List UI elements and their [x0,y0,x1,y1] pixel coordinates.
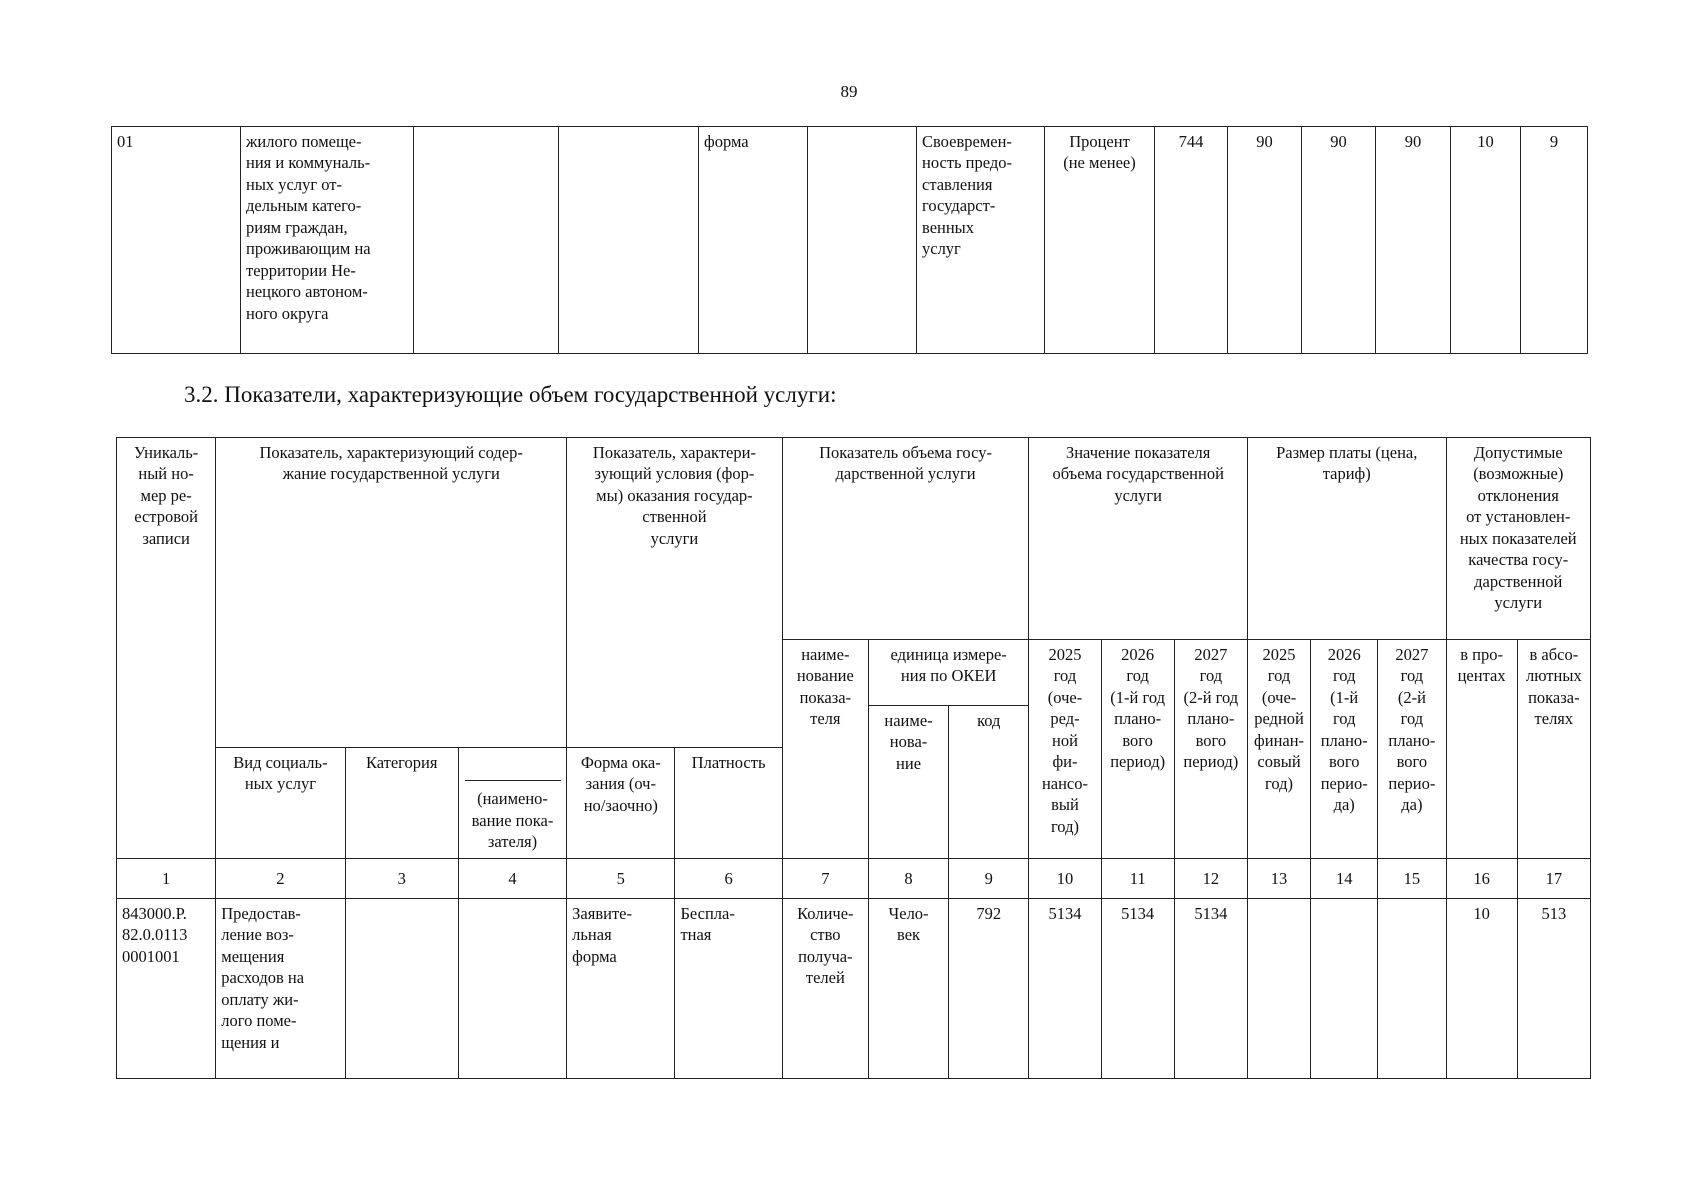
header-deviation-percent: в про- центах [1446,640,1517,859]
okei-code-cell: 744 [1155,127,1228,354]
value-2026-cell: 90 [1302,127,1376,354]
column-number: 14 [1311,859,1378,899]
column-number: 6 [675,859,782,899]
column-number-row [117,859,1591,899]
fee-2027-cell [1378,899,1446,1079]
deviation-absolute-cell: 9 [1521,127,1588,354]
header-fee: Размер платы (цена, тариф) [1247,438,1446,640]
unit-cell: Процент (не менее) [1045,127,1155,354]
indicator-name-cell: Своевремен- ность предо- ставления государст- венных услуг [917,127,1045,354]
header-okei-code: код [949,706,1029,859]
okei-code-cell: 792 [949,899,1029,1079]
column-number: 15 [1378,859,1446,899]
header-fee-2027: 2027 год (2-й год плано- вого перио- да) [1378,640,1446,859]
value-2025-cell: 90 [1228,127,1302,354]
header-deviation-absolute: в абсо- лютных показа- телях [1517,640,1590,859]
value-2025-cell: 5134 [1029,899,1101,1079]
column-number: 12 [1174,859,1247,899]
fee-2026-cell [1311,899,1378,1079]
blank-underline [465,780,561,781]
value-2027-cell: 90 [1376,127,1451,354]
value-2027-cell: 5134 [1174,899,1247,1079]
volume-indicators-table [116,437,1591,1079]
header-conditions-indicator: Показатель, характери- зующий условия (фор- мы) оказания государ- ственной услуги [567,438,783,748]
header-volume-indicator: Показатель объема госу- дарственной услуги [782,438,1029,640]
value-2026-cell: 5134 [1101,899,1174,1079]
okei-name-cell: Чело- век [868,899,948,1079]
empty-cell [414,127,559,354]
header-payment: Платность [675,748,782,859]
service-content-cell: жилого помеще- ния и коммуналь- ных услуг от- дельным катего- риям граждан, проживающим на территории Не- нецкого автоном- ного округа [241,127,414,354]
header-fee-2026: 2026 год (1-й год плано- вого перио- да) [1311,640,1378,859]
column-number: 11 [1101,859,1174,899]
volume-indicator-name-cell: Количе- ство получа- телей [782,899,868,1079]
header-unique-number: Уникаль- ный но- мер ре- естровой записи [117,438,216,859]
header-allowed-deviations: Допустимые (возможные) отклонения от установлен- ных показателей качества госу- дарственной услуги [1446,438,1591,640]
table-row [112,127,1588,354]
header-service-form: Форма ока- зания (оч- но/заочно) [567,748,675,859]
registry-code-cell: 843000.Р. 82.0.0113 0001001 [117,899,216,1079]
header-value-2027: 2027 год (2-й год плано- вого период) [1174,640,1247,859]
column-number: 13 [1247,859,1310,899]
form-cell: форма [699,127,808,354]
registry-code-cell: 01 [112,127,241,354]
deviation-percent-cell: 10 [1451,127,1521,354]
header-okei-name: наиме- нова- ние [868,706,948,859]
column-number: 16 [1446,859,1517,899]
payment-cell: Беспла- тная [675,899,782,1079]
header-category: Категория [345,748,458,859]
social-service-type-cell: Предостав- ление воз- мещения расходов на оплату жи- лого поме- щения и [216,899,345,1079]
category-cell [345,899,458,1079]
header-value-2025: 2025 год (оче- ред- ной фи- нансо- вый год) [1029,640,1101,859]
column-number: 8 [868,859,948,899]
blank-indicator-cell [458,899,566,1079]
deviation-absolute-cell: 513 [1517,899,1590,1079]
header-value-2026: 2026 год (1-й год плано- вого период) [1101,640,1174,859]
service-form-cell: Заявите- льная форма [567,899,675,1079]
quality-indicators-table-continuation [111,126,1588,354]
column-number: 10 [1029,859,1101,899]
column-number: 9 [949,859,1029,899]
column-number: 17 [1517,859,1590,899]
header-content-indicator: Показатель, характеризующий содер- жание государственной услуги [216,438,567,748]
header-volume-value: Значение показателя объема государственной услуги [1029,438,1248,640]
column-number: 7 [782,859,868,899]
section-title: 3.2. Показатели, характеризующие объем государственной услуги: [184,382,837,407]
header-social-service-type: Вид социаль- ных услуг [216,748,345,859]
column-number: 5 [567,859,675,899]
column-number: 3 [345,859,458,899]
header-fee-2025: 2025 год (оче- редной финан- совый год) [1247,640,1310,859]
column-number: 2 [216,859,345,899]
header-indicator-name: наиме- нование показа- теля [782,640,868,859]
table-row [117,899,1591,1079]
header-okei-unit: единица измере- ния по ОКЕИ [868,640,1028,706]
page-number: 89 [840,82,858,101]
empty-cell [559,127,699,354]
deviation-percent-cell: 10 [1446,899,1517,1079]
empty-cell [808,127,917,354]
header-indicator-name-blank: (наимено- вание пока- зателя) [458,748,566,859]
column-number: 4 [458,859,566,899]
column-number: 1 [117,859,216,899]
header-row [117,438,1591,640]
fee-2025-cell [1247,899,1310,1079]
